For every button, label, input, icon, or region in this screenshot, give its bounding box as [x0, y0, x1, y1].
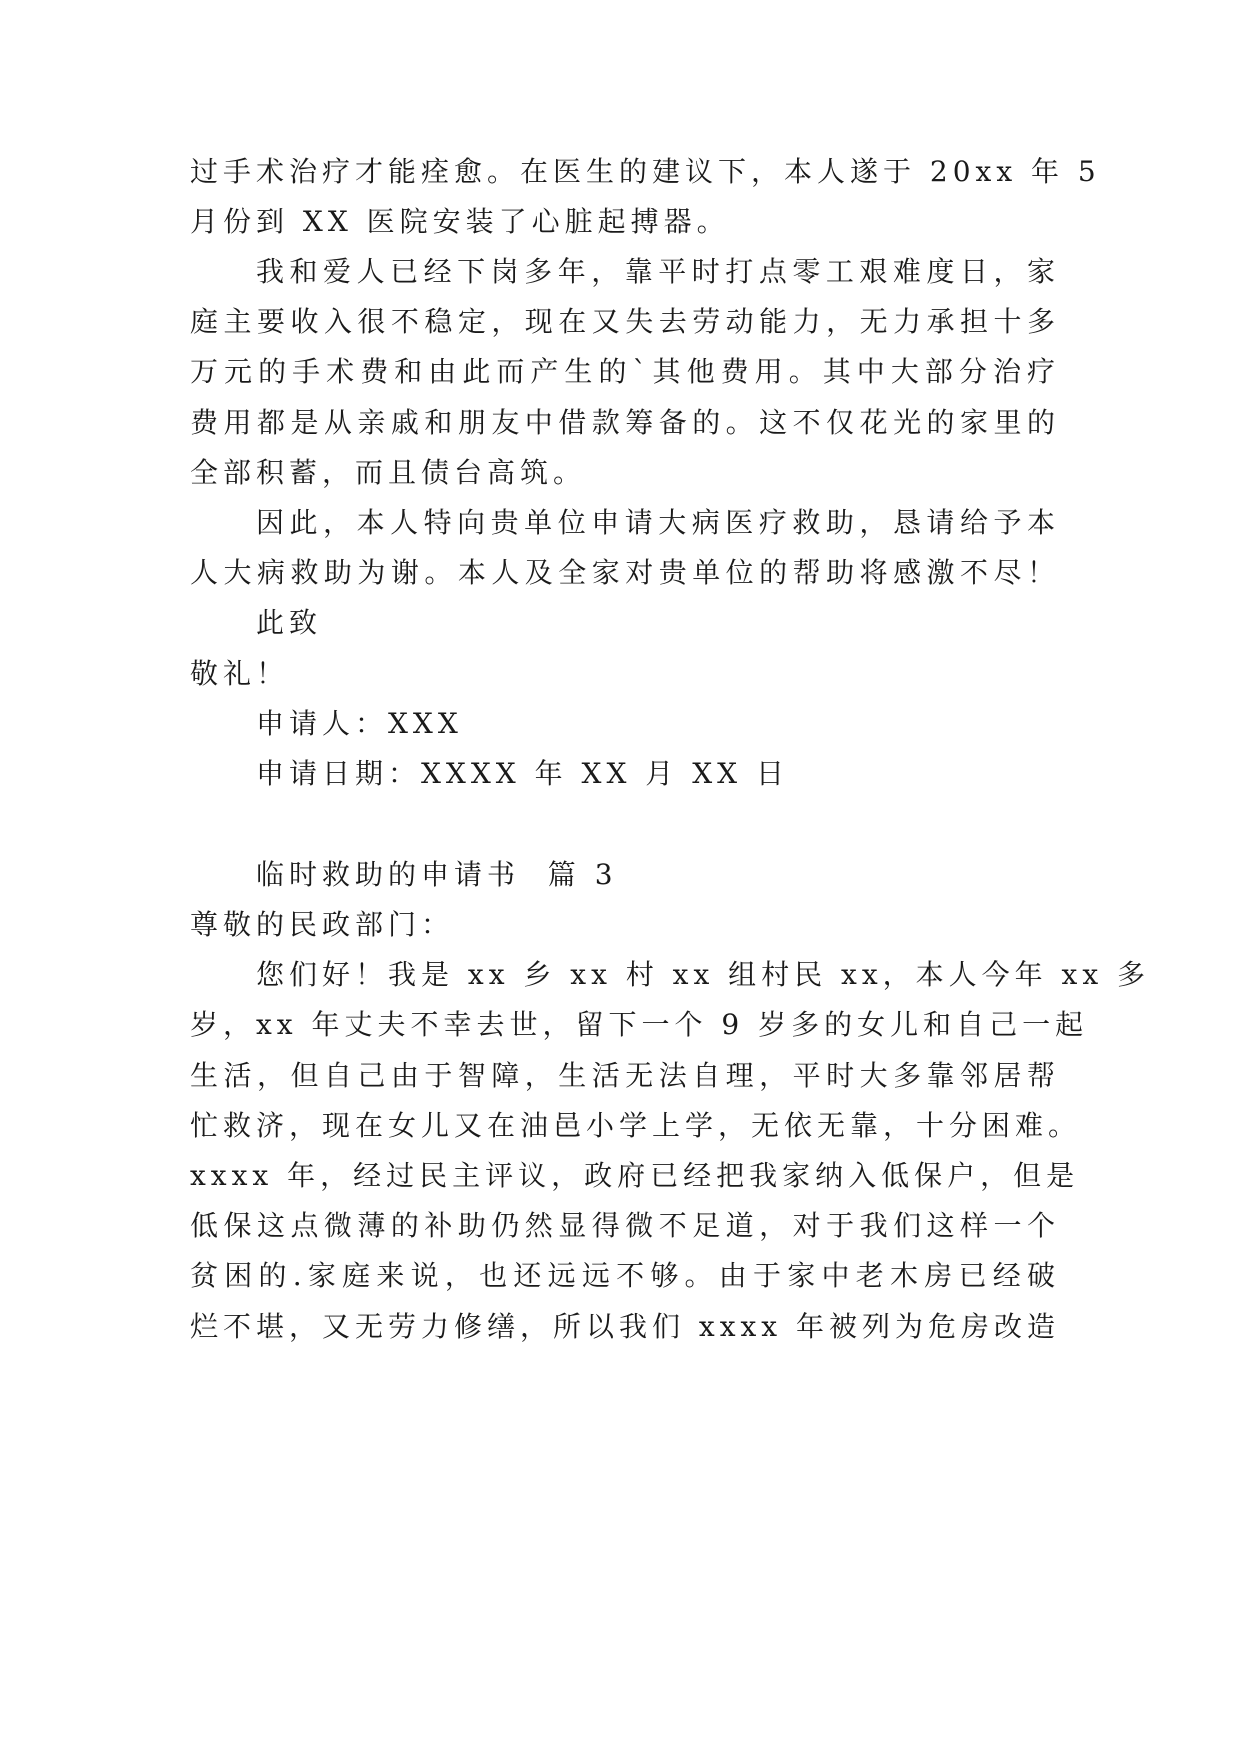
- body-line: 费用都是从亲戚和朋友中借款筹备的。这不仅花光的家里的: [190, 406, 1060, 439]
- body-line: 烂不堪，又无劳力修缮，所以我们 xxxx 年被列为危房改造: [190, 1310, 1060, 1343]
- body-line: 全部积蓄，而且债台高筑。: [190, 456, 587, 489]
- body-line: 月份到 XX 医院安装了心脏起搏器。: [190, 205, 730, 238]
- body-line: 忙救济，现在女儿又在油邑小学上学，无依无靠，十分困难。: [190, 1109, 1082, 1142]
- body-line: 低保这点微薄的补助仍然显得微不足道，对于我们这样一个: [190, 1209, 1060, 1242]
- body-line: 万元的手术费和由此而产生的`其他费用。其中大部分治疗: [190, 355, 1060, 388]
- closing-greeting: 此致: [256, 606, 323, 639]
- paragraph-first-line: 您们好！我是 xx 乡 xx 村 xx 组村民 xx，本人今年 xx 多: [256, 958, 1151, 991]
- application-date: 申请日期：XXXX 年 XX 月 XX 日: [256, 757, 789, 790]
- body-line: 过手术治疗才能痊愈。在医生的建议下，本人遂于 20xx 年 5: [190, 155, 1101, 188]
- paragraph-first-line: 因此，本人特向贵单位申请大病医疗救助，恳请给予本: [256, 506, 1060, 539]
- body-line: 岁，xx 年丈夫不幸去世，留下一个 9 岁多的女儿和自己一起: [190, 1008, 1089, 1041]
- body-line: 庭主要收入很不稳定，现在又失去劳动能力，无力承担十多: [190, 305, 1060, 338]
- body-line: xxxx 年，经过民主评议，政府已经把我家纳入低保户，但是: [190, 1159, 1080, 1192]
- body-line: 人大病救助为谢。本人及全家对贵单位的帮助将感激不尽！: [190, 556, 1060, 589]
- body-line: 贫困的.家庭来说，也还远远不够。由于家中老木房已经破: [190, 1259, 1060, 1292]
- body-line: 生活，但自己由于智障，生活无法自理，平时大多靠邻居帮: [190, 1059, 1060, 1092]
- salutation: 尊敬的民政部门：: [190, 908, 455, 941]
- paragraph-first-line: 我和爱人已经下岗多年，靠平时打点零工艰难度日，家: [256, 255, 1060, 288]
- section-heading: 临时救助的申请书 篇 3: [256, 858, 618, 891]
- applicant-line: 申请人：XXX: [256, 707, 463, 740]
- closing-salute: 敬礼！: [190, 657, 290, 690]
